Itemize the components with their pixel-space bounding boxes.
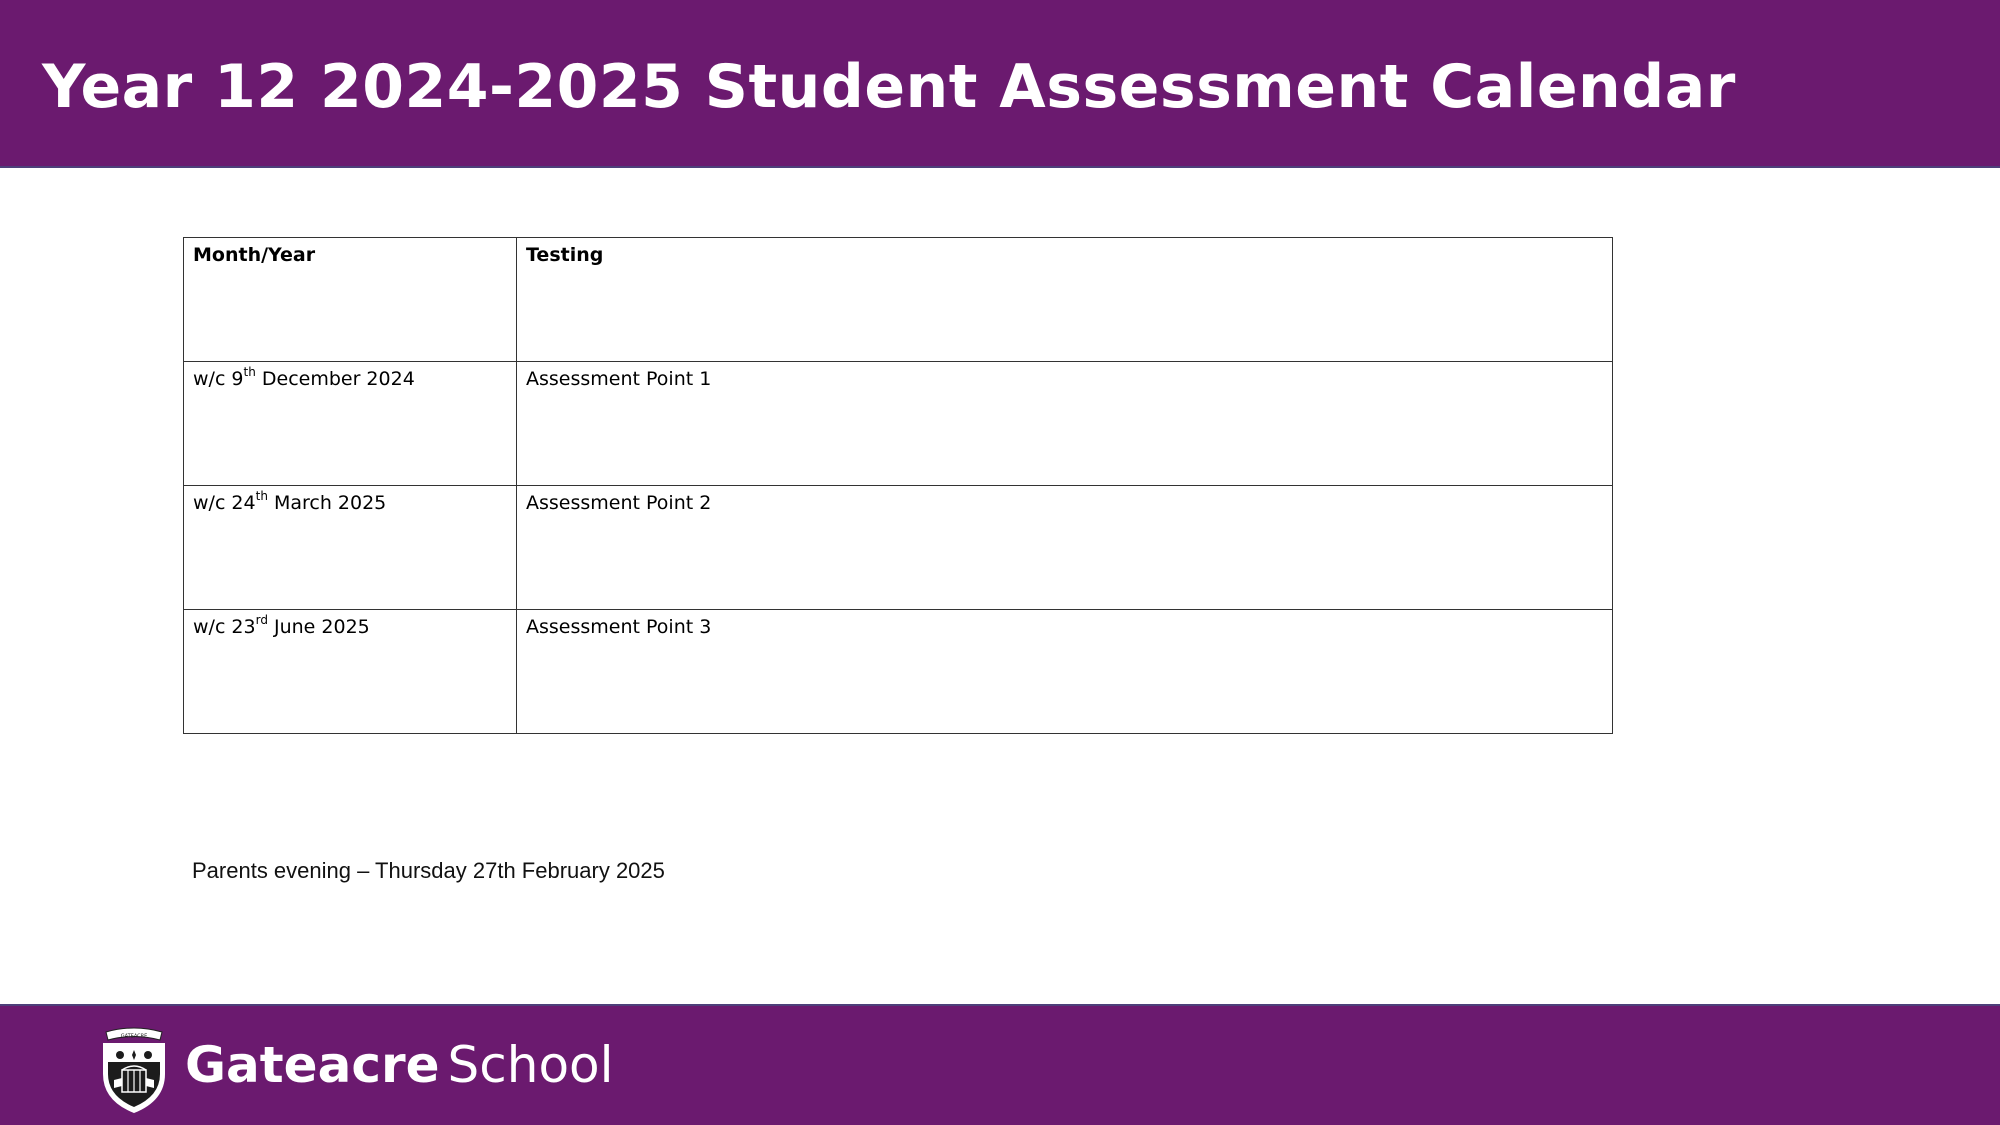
assessment-table xyxy=(183,237,1613,734)
header-banner xyxy=(0,0,2000,168)
testing-cell: Assessment Point 3 xyxy=(517,610,1613,734)
school-crest-icon xyxy=(100,1022,168,1114)
table-row xyxy=(184,362,1613,486)
date-text: w/c 24 xyxy=(193,492,256,514)
page-title: Year 12 2024-2025 Student Assessment Calendar xyxy=(42,52,1736,122)
date-cell xyxy=(184,362,517,486)
school-name-bold: Gateacre xyxy=(185,1036,440,1094)
date-text: June 2025 xyxy=(267,616,370,638)
date-text: w/c 9 xyxy=(193,368,244,390)
testing-cell: Assessment Point 2 xyxy=(517,486,1613,610)
ordinal-suffix: th xyxy=(243,364,256,379)
ordinal-suffix: rd xyxy=(255,612,268,627)
school-name-light: School xyxy=(447,1036,614,1094)
date-text: March 2025 xyxy=(267,492,387,514)
date-cell xyxy=(184,610,517,734)
column-header-month-year: Month/Year xyxy=(184,238,517,362)
table-row xyxy=(184,610,1613,734)
date-cell xyxy=(184,486,517,610)
parents-evening-note: Parents evening – Thursday 27th February 2025 xyxy=(192,858,665,883)
date-text: w/c 23 xyxy=(193,616,256,638)
school-logo-wordmark xyxy=(185,1036,614,1094)
column-header-testing: Testing xyxy=(517,238,1613,362)
table-row xyxy=(184,486,1613,610)
crest-banner-text: GATEACRE xyxy=(120,1033,148,1040)
footer-banner xyxy=(0,1004,2000,1125)
ordinal-suffix: th xyxy=(255,488,268,503)
table-header-row xyxy=(184,238,1613,362)
testing-cell: Assessment Point 1 xyxy=(517,362,1613,486)
date-text: December 2024 xyxy=(255,368,415,390)
